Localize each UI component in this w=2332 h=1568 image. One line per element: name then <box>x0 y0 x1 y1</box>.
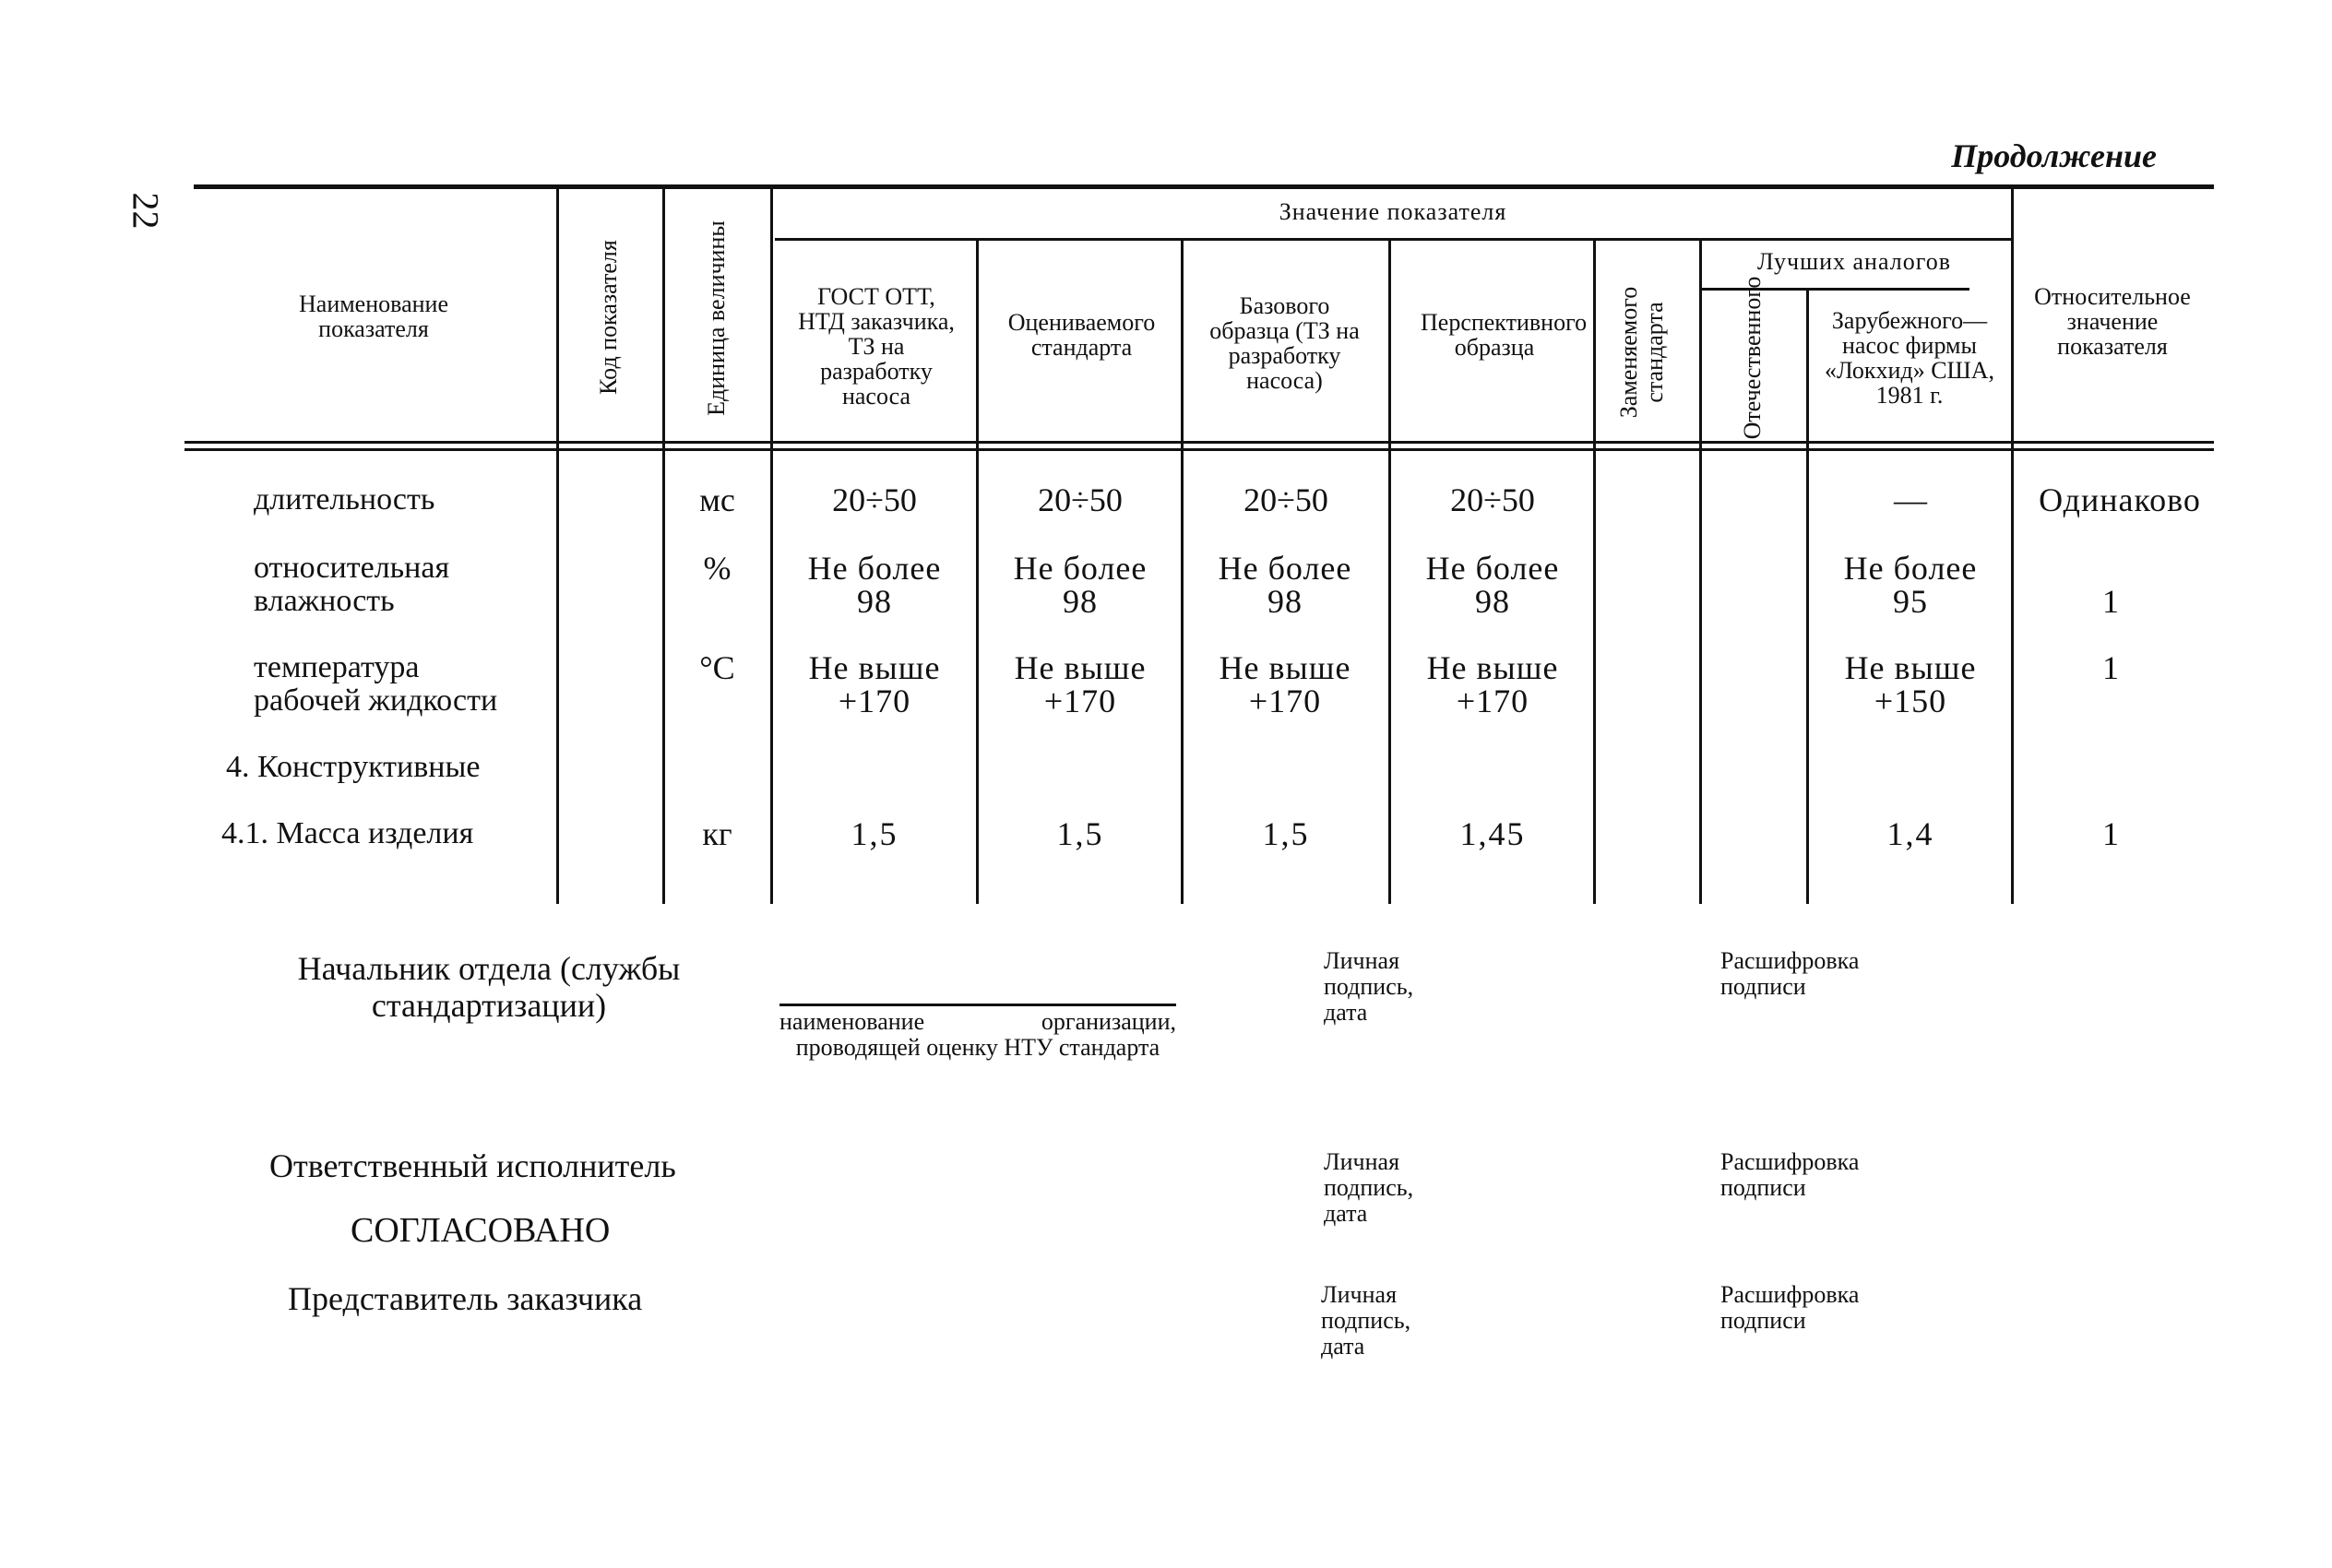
header-prospective: Перспективного образца <box>1421 309 1588 361</box>
row-gost: 1,5 <box>851 815 898 852</box>
col-line-6 <box>1388 240 1391 904</box>
row-relative: 1 <box>2102 815 2119 852</box>
header-bottom-rule <box>184 441 2214 444</box>
row-evaluated: 1,5 <box>1056 815 1104 852</box>
col-line-3 <box>770 189 773 904</box>
col-line-7 <box>1593 240 1596 904</box>
row-name: длительность <box>254 482 435 517</box>
row-base: Не выше +170 <box>1219 649 1351 719</box>
row-evaluated: 20÷50 <box>1038 481 1123 518</box>
header-value-group: Значение показателя <box>1279 198 1507 225</box>
decode-3: Расшифровка подписи <box>1720 1281 1860 1334</box>
personal-sign-2: Личная подпись, дата <box>1324 1148 1414 1227</box>
col-line-10 <box>2011 189 2014 904</box>
row-unit: °С <box>699 649 735 686</box>
decode-2: Расшифровка подписи <box>1720 1148 1860 1201</box>
row-name: 4. Конструктивные <box>226 750 481 784</box>
row-prospective: 1,45 <box>1459 815 1526 852</box>
row-name: относительная влажность <box>254 551 450 618</box>
row-foreign: Не более 95 <box>1843 550 1978 620</box>
row-unit: мс <box>699 481 735 518</box>
row-evaluated: Не выше +170 <box>1014 649 1147 719</box>
row-name: 4.1. Масса изделия <box>221 816 474 850</box>
row-unit: кг <box>702 815 732 852</box>
row-base: 20÷50 <box>1243 481 1328 518</box>
page-number: 22 <box>125 192 167 230</box>
header-best-group: Лучших аналогов <box>1757 248 1951 275</box>
header-name: Наименование показателя <box>299 291 448 342</box>
row-foreign: Не выше +150 <box>1844 649 1977 719</box>
row-relative: 1 <box>2102 583 2119 620</box>
header-gost: ГОСТ ОТТ, НТД заказчика, ТЗ на разработку насоса <box>798 283 955 410</box>
row-prospective: 20÷50 <box>1450 481 1535 518</box>
col-line-4 <box>976 240 979 904</box>
col-line-8 <box>1699 240 1702 904</box>
col-line-2 <box>662 189 665 904</box>
agreed-label: СОГЛАСОВАНО <box>351 1211 611 1250</box>
table-top-rule <box>194 184 2214 189</box>
header-domestic: Отечественного <box>1739 276 1766 440</box>
header-foreign: Зарубежного—насос фирмы «Локхид» США, 1981 г. <box>1824 307 1995 409</box>
customer-title: Представитель заказчика <box>288 1280 643 1317</box>
row-evaluated: Не более 98 <box>1013 550 1148 620</box>
row-gost: Не более 98 <box>807 550 942 620</box>
row-gost: Не выше +170 <box>808 649 941 719</box>
col-line-5 <box>1181 240 1184 904</box>
continuation-label: Продолжение <box>1951 137 2157 174</box>
header-replaced: Заменяемого стандарта <box>1615 286 1668 419</box>
row-gost: 20÷50 <box>832 481 917 518</box>
row-prospective: Не выше +170 <box>1426 649 1559 719</box>
header-unit: Единица величины <box>703 220 730 416</box>
decode-1: Расшифровка подписи <box>1720 947 1860 1000</box>
row-name: температура рабочей жидкости <box>254 650 498 718</box>
row-relative: Одинаково <box>2039 481 2201 518</box>
header-code: Код показателя <box>595 240 622 395</box>
org-caption: наименование организации, проводящей оценку НТУ стандарта <box>779 1008 1176 1061</box>
head-title: Начальник отдела (службы стандартизации) <box>297 950 681 1024</box>
personal-sign-3: Личная подпись, дата <box>1321 1281 1411 1360</box>
executor-title: Ответственный исполнитель <box>269 1147 676 1184</box>
row-relative: 1 <box>2102 649 2119 686</box>
personal-sign-1: Личная подпись, дата <box>1324 947 1414 1026</box>
header-bottom-rule-2 <box>184 448 2214 451</box>
header-base: Базового образца (ТЗ на разработку насоса) <box>1209 292 1360 394</box>
col-line-1 <box>556 189 559 904</box>
col-line-9 <box>1806 290 1809 904</box>
header-evaluated: Оцениваемого стандарта <box>1007 309 1156 361</box>
row-prospective: Не более 98 <box>1425 550 1560 620</box>
row-unit: % <box>703 550 732 587</box>
row-foreign: 1,4 <box>1886 815 1934 852</box>
header-relative: Относительное значение показателя <box>2034 283 2191 360</box>
org-line <box>779 1004 1176 1006</box>
row-base: 1,5 <box>1262 815 1310 852</box>
value-group-rule <box>775 238 2011 241</box>
row-foreign: — <box>1894 481 1927 518</box>
row-base: Не более 98 <box>1218 550 1352 620</box>
